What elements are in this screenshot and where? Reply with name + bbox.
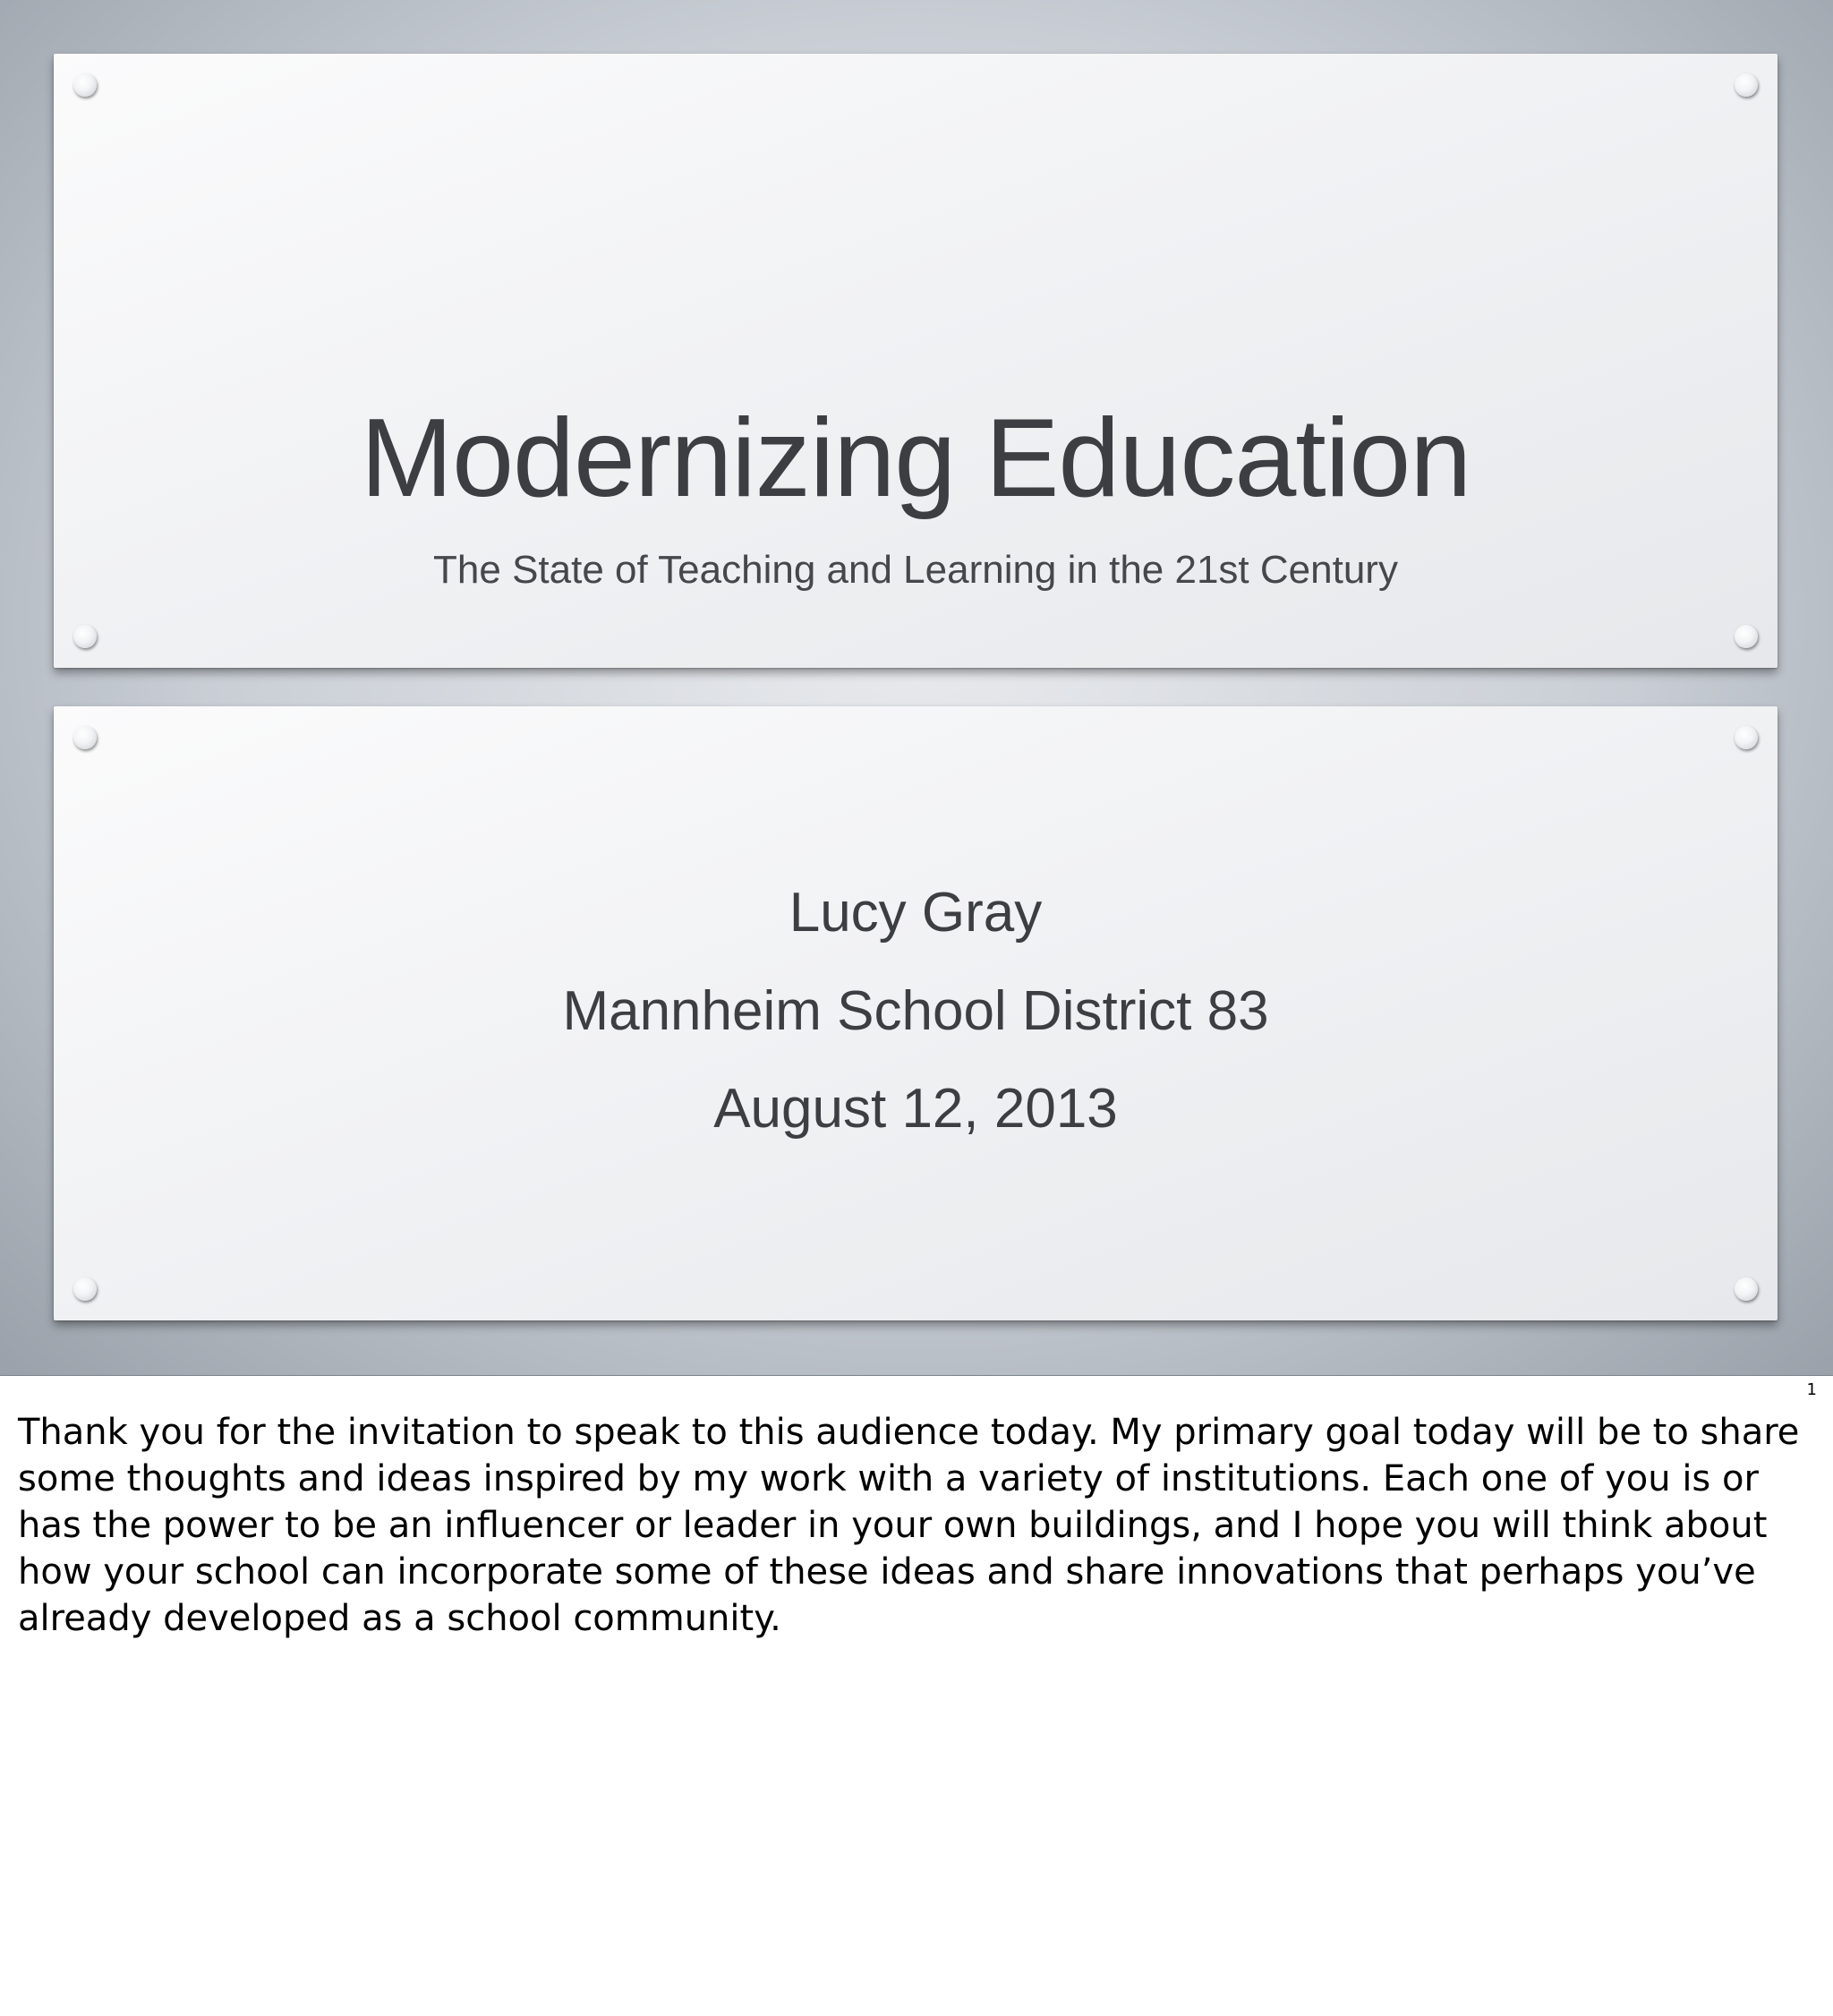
pin-icon (73, 73, 97, 97)
slide-title: Modernizing Education (360, 397, 1471, 520)
slide-subtitle: The State of Teaching and Learning in the 21st Century (433, 548, 1398, 592)
pin-icon (73, 1277, 97, 1301)
organization-name: Mannheim School District 83 (562, 980, 1269, 1042)
pin-icon (73, 726, 97, 749)
pin-icon (1735, 1277, 1758, 1301)
page-number: 1 (1806, 1380, 1817, 1399)
title-panel (54, 54, 1778, 668)
pin-icon (1735, 726, 1758, 749)
presentation-date: August 12, 2013 (713, 1078, 1118, 1140)
info-panel (54, 706, 1778, 1320)
pin-icon (1735, 73, 1758, 97)
pin-icon (1735, 625, 1758, 648)
pin-icon (73, 625, 97, 648)
speaker-notes: Thank you for the invitation to speak to this audience today. My primary goal today will be to share some thoughts and ideas inspired by my work with a variety of institutions. Each one of you is or has the power to be an influencer or leader in your own buildings, and I hope you will think about how your school can incorporate some of these ideas and share innovations that perhaps you’ve already developed as a school community. (18, 1412, 1800, 1639)
author-name: Lucy Gray (789, 882, 1043, 944)
